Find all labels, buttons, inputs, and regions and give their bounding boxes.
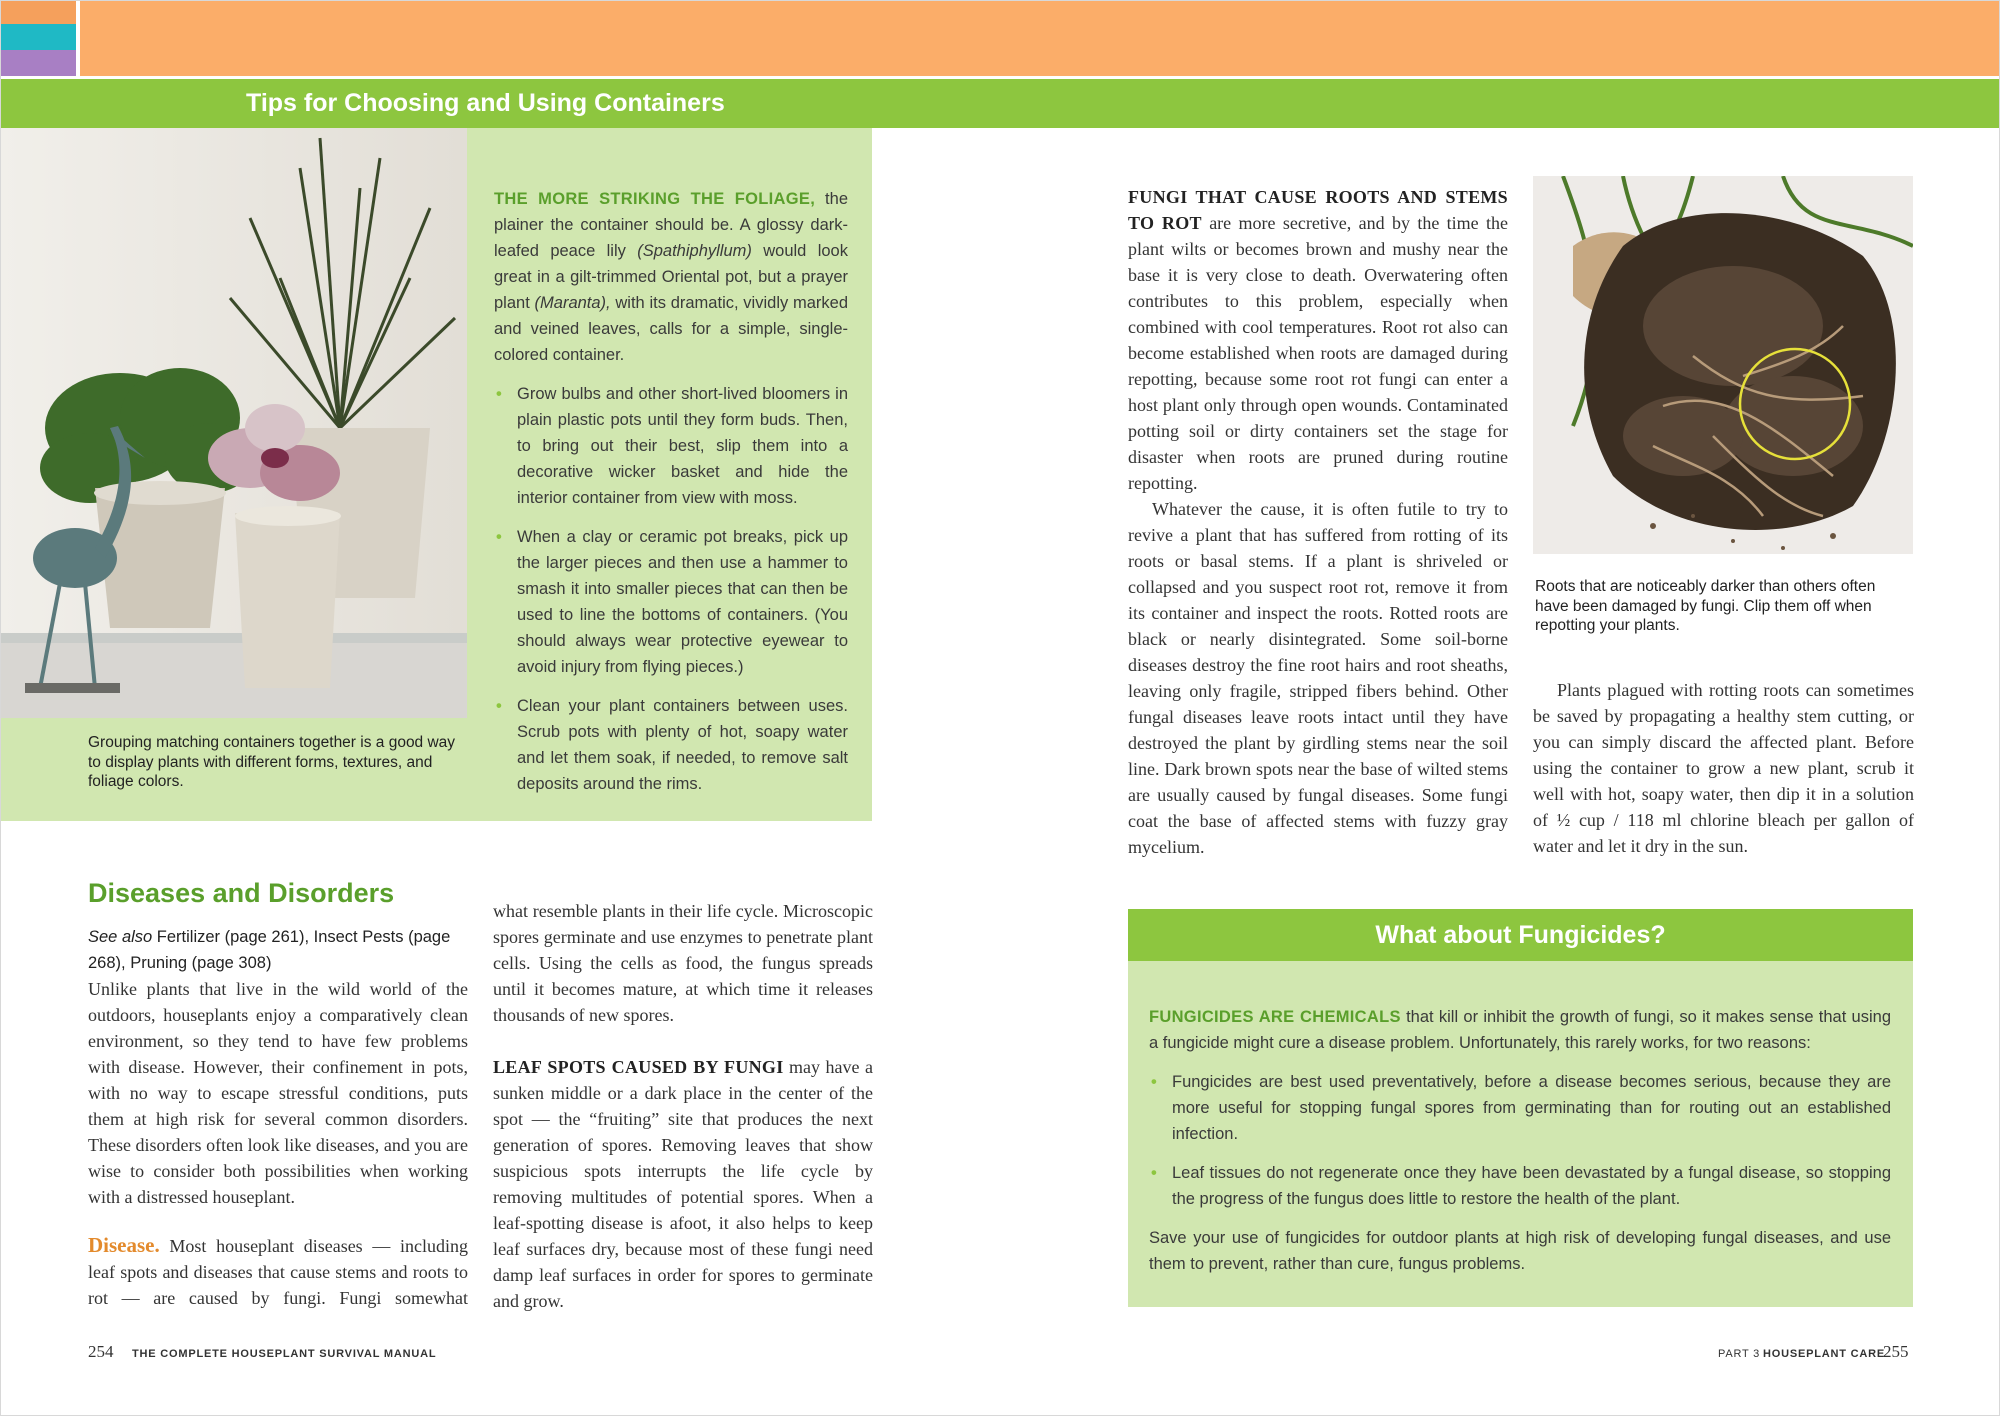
roots-photo-caption: Roots that are noticeably darker than others often have been damaged by fungi. Clip them off when repotting your plants. <box>1535 578 1876 634</box>
roots-photo <box>1533 176 1913 554</box>
fungicides-lead: FUNGICIDES ARE CHEMICALS that kill or inhibit the growth of fungi, so it makes sense that using a fungicide might cure a disease problem. Unfortunately, this rarely works, for two reasons: <box>1149 1008 1891 1052</box>
leaf-spots-caps: LEAF SPOTS CAUSED BY FUNGI <box>493 1057 784 1077</box>
salvage-column <box>1533 677 1914 859</box>
fungicides-title: What about Fungicides? <box>1375 921 1666 949</box>
left-book-title: THE COMPLETE HOUSEPLANT SURVIVAL MANUAL <box>132 1348 437 1360</box>
see-also-reference: See also Fertilizer (page 261), Insect Pests (page 268), Pruning (page 308) <box>88 928 451 972</box>
plants-photo <box>0 128 467 718</box>
tips-title: Tips for Choosing and Using Containers <box>246 89 725 117</box>
color-swatch-teal <box>0 24 76 50</box>
diseases-heading: Diseases and Disorders <box>88 878 395 908</box>
leaf-spots-paragraph: LEAF SPOTS CAUSED BY FUNGI may have a sunken middle or a dark place in the center of the spot — the “fruiting” site that produces the next generation of spores. Removing leaves that show suspicious spots interrupts the life cycle by removing multitudes of potential spores. When a leaf-spotting disease is afoot, it also helps to keep leaf surfaces dry, because most of these fungi need damp leaf surfaces in order for spores to germinate and grow. <box>493 1057 873 1311</box>
salvage-paragraph: Plants plagued with rotting roots can sometimes be saved by propagating a healthy stem cutting, or you can simply discard the affected plant. Before using the container to grow a new plant, scrub it well with hot, soapy water, then dip it in a solution of ½ cup / 118 ml chlorine bleach per gallon of water and let it dry in the sun. <box>1533 680 1914 856</box>
disease-paragraph: Disease. Most houseplant diseases — including leaf spots and diseases that cause stems and roots to rot — are caused by fungi. Fungi somewhat <box>88 1233 468 1308</box>
diseases-column-2 <box>493 898 873 1314</box>
fungicides-closing: Save your use of fungicides for outdoor plants at high risk of developing fungal diseases, and use them to prevent, rather than cure, fungus problems. <box>1149 1229 1891 1273</box>
fungicides-lead-caps: FUNGICIDES ARE CHEMICALS <box>1149 1008 1401 1026</box>
rot-column <box>1128 184 1508 860</box>
tips-text <box>494 186 848 797</box>
tips-lead-caps: THE MORE STRIKING THE FOLIAGE, <box>494 190 816 208</box>
tips-bullet-list <box>494 381 848 797</box>
rot-paragraph-1: FUNGI THAT CAUSE ROOTS AND STEMS TO ROT are more secretive, and by the time the plant wilts or becomes brown and mushy near the base it is very close to death. Overwatering often contributes to this problem, especially when combined with cool temperatures. Root rot also can become established when roots are damaged during repotting, because some root rot fungi can enter a host plant only through open wounds. Contaminated potting soil or dirty containers set the stage for disaster when roots are pruned during routine repotting. <box>1128 187 1508 493</box>
right-page-number: 255 <box>1883 1342 1909 1361</box>
list-item: • Clean your plant containers between uses. Scrub pots with plenty of hot, soapy water and let them soak, if needed, to remove salt deposits around the rims. <box>494 693 848 797</box>
swatch-divider <box>76 0 80 76</box>
color-swatch-orange <box>0 0 76 24</box>
diseases-intro: Unlike plants that live in the wild world of the outdoors, houseplants enjoy a comparatively clean environment, so they tend to have few problems with disease. However, their confinement in pots, with no way to escape stressful conditions, puts them at high risk for several common disorders. These disorders often look like diseases, and you are wise to consider both possibilities when working with a distressed houseplant. <box>88 979 468 1207</box>
rot-caps: FUNGI THAT CAUSE ROOTS AND STEMS TO ROT <box>1128 187 1508 233</box>
rot-paragraph-2: Whatever the cause, it is often futile to try to revive a plant that has suffered from rotting of its roots or basal stems. If a plant is shriveled or collapsed and you suspect root rot, remove it from its container and inspect the roots. Rotted roots are black or nearly disintegrated. Some soil-borne diseases destroy the fine root hairs and root sheaths, leaving only fragile, stripped fibers behind. Other fungal diseases leave roots intact until they have destroyed the plant by girdling stems near the soil line. Dark brown spots near the base of wilted stems are usually caused by fungal diseases. Some fungi coat the base of affected stems with fuzzy gray mycelium. <box>1128 499 1508 857</box>
tips-lead-paragraph: THE MORE STRIKING THE FOLIAGE, the plainer the container should be. A glossy dark-leafed peace lily (Spathiphyllum) would look great in a gilt-trimmed Oriental pot, but a prayer plant (Maranta), with its dramatic, vividly marked and veined leaves, calls for a simple, single-colored container. <box>494 190 848 364</box>
list-item: • Grow bulbs and other short-lived bloomers in plain plastic pots until they form buds. Then, to bring out their best, slip them into a decorative wicker basket and hide the interior container from view with moss. <box>494 381 848 511</box>
diseases-column-1 <box>88 976 468 1310</box>
list-item: • When a clay or ceramic pot breaks, pick up the larger pieces and then use a hammer to smash it into smaller pieces that can then be used to line the bottoms of containers. (You should always wear protective eyewear to avoid injury from flying pieces.) <box>494 524 848 680</box>
right-section-label: HOUSEPLANT CARE <box>1763 1348 1886 1360</box>
disease-term: Disease. <box>88 1233 160 1257</box>
fungicides-text <box>1149 1004 1891 1277</box>
header-orange-band <box>0 0 2000 76</box>
fungicides-bullet-list <box>1149 1069 1891 1212</box>
disease-continued: what resemble plants in their life cycle. Microscopic spores germinate and use enzymes to penetrate plant cells. Using the cells as food, the fungus spreads until it becomes mature, at which time it releases thousands of new spores. <box>493 901 873 1025</box>
list-item: • Leaf tissues do not regenerate once they have been devastated by a fungal disease, so stopping the progress of the fungus does little to restore the health of the plant. <box>1149 1160 1891 1212</box>
right-part-label: PART 3 <box>1718 1348 1761 1360</box>
plants-photo-caption: Grouping matching containers together is a good way to display plants with different forms, textures, and foliage colors. <box>88 734 456 790</box>
color-swatch-purple <box>0 50 76 76</box>
list-item: • Fungicides are best used preventatively, before a disease becomes serious, because they are more useful for stopping fungal spores from germinating than for routing out an established infection. <box>1149 1069 1891 1147</box>
left-page-number: 254 <box>88 1342 114 1361</box>
